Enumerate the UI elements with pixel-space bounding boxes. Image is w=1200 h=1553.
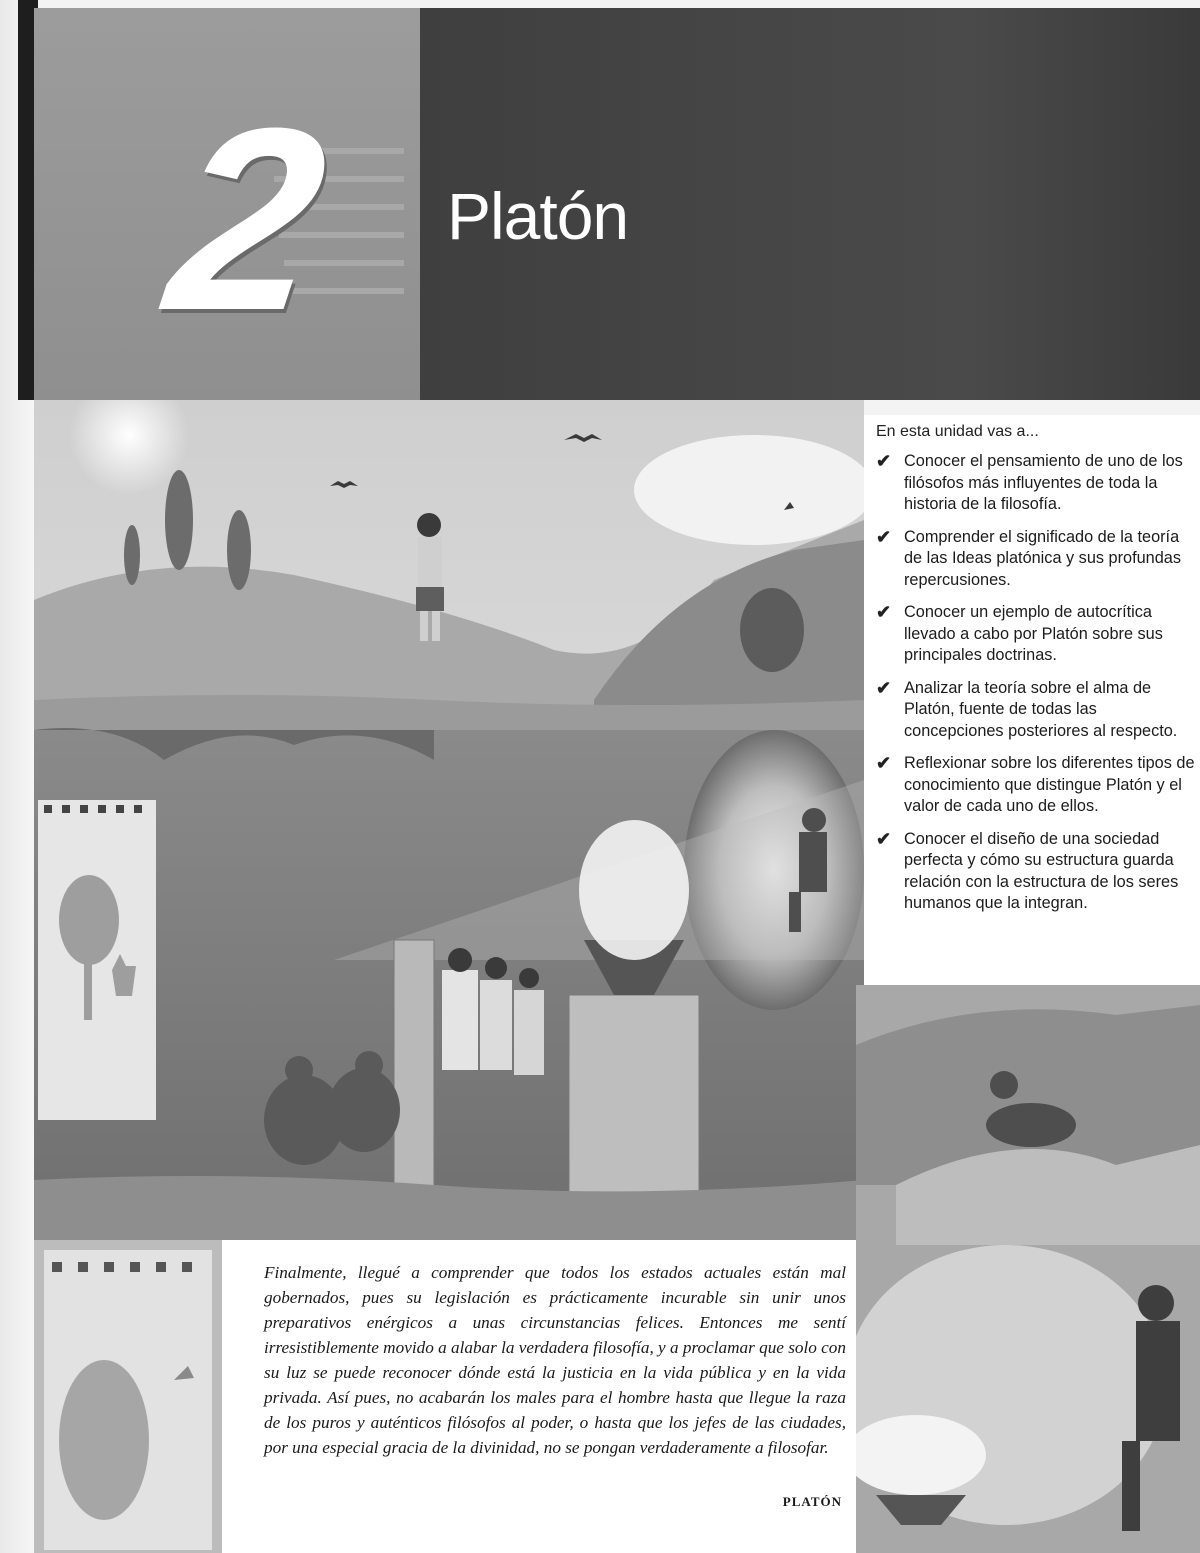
bottom-left-illustration: [34, 1240, 222, 1553]
quote-text: Finalmente, llegué a comprender que todos los estados actuales están mal gobernados, pues su legislación es prácticamente incurable sin unir unos preparativos enérgicos a unas circunstancias felices. Entonces me sentí irresistiblemente movido a alabar la verdadera filosofía, y a proclamar que solo con su luz se puede reconocer dónde está la justicia en la vida pública y en la vida privada. Así pues, no acabarán los males para el hombre hasta que llegue la raza de los puros y auténticos filósofos al poder, o hasta que los jefes de las ciudades, por una especial gracia de la divinidad, no se pongan verdaderamente a filosofar.: [264, 1263, 846, 1457]
objective-text: Conocer el pensamiento de uno de los filósofos más influyentes de toda la historia de la filosofía.: [904, 452, 1183, 513]
unit-number: 2: [154, 75, 336, 365]
cave-allegory-illustration: [34, 400, 864, 1240]
check-mark-icon: ✔: [876, 526, 892, 547]
objective-item: [876, 602, 1200, 667]
objective-text: Analizar la teoría sobre el alma de Platón, fuente de todas las concepciones posteriores al respecto.: [904, 678, 1178, 740]
shadow-tree: [59, 1360, 149, 1520]
check-mark-icon: ✔: [876, 451, 892, 471]
objective-item: [876, 829, 1200, 915]
objective-text: Conocer un ejemplo de autocrítica llevado a cabo por Platón sobre sus principales doctrinas.: [904, 603, 1163, 664]
check-mark-icon: ✔: [876, 753, 892, 773]
objective-item: [876, 678, 1200, 743]
objectives-intro: En esta unidad vas a...: [876, 423, 1039, 440]
objective-item: [876, 753, 1200, 818]
cloud: [634, 435, 864, 545]
objective-text: Conocer el diseño de una sociedad perfecta y cómo su estructura guarda relación con la estructura de los seres humanos que la integran.: [904, 829, 1179, 912]
quote-author: PLATÓN: [782, 1494, 842, 1509]
check-mark-icon: ✔: [876, 828, 892, 849]
side-illustration: [856, 985, 1200, 1553]
objective-item: [876, 527, 1200, 592]
quote-box: [222, 1240, 856, 1553]
check-mark-icon: ✔: [876, 602, 892, 622]
check-mark-icon: ✔: [876, 677, 892, 698]
cave-entrance: [740, 588, 804, 672]
objective-text: Comprender el significado de la teoría de las Ideas platónica y sus profundas repercusiones.: [904, 527, 1181, 589]
shadow-screen: [38, 800, 156, 1120]
objective-text: Reflexionar sobre los diferentes tipos de conocimiento que distingue Platón y el valor de cada uno de ellos.: [904, 754, 1195, 815]
unit-objectives-panel: [864, 415, 1200, 985]
unit-title: Platón: [447, 179, 629, 253]
objective-item: [876, 451, 1200, 516]
objectives-list: [876, 451, 1200, 926]
